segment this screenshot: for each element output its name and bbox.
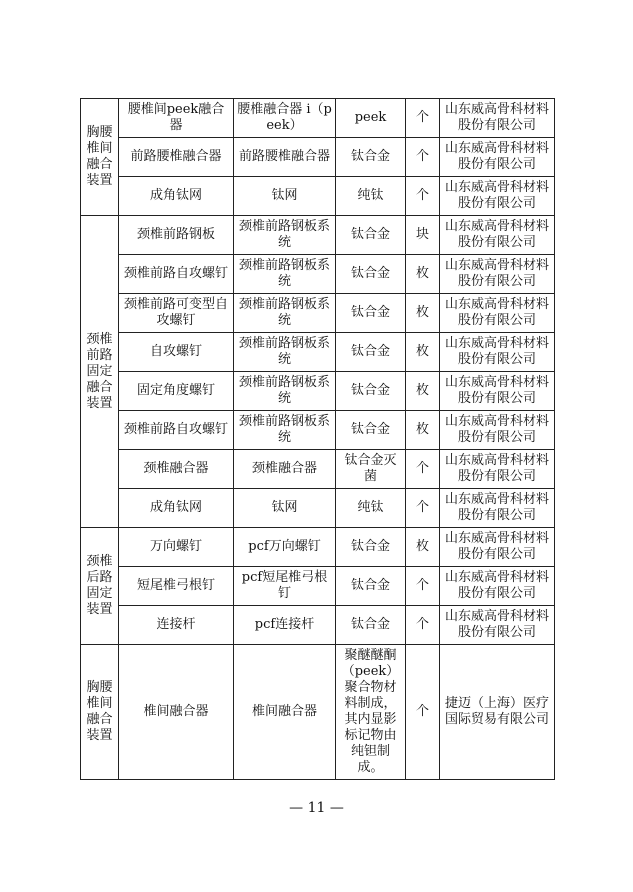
table-row	[81, 333, 555, 372]
material-cell: 钛合金	[336, 294, 406, 333]
product-table	[80, 98, 555, 780]
system-name-cell: pcf万向螺钉	[234, 528, 336, 567]
company-cell: 山东威高骨科材料股份有限公司	[440, 255, 555, 294]
company-cell: 捷迈（上海）医疗国际贸易有限公司	[440, 645, 555, 780]
company-cell: 山东威高骨科材料股份有限公司	[440, 372, 555, 411]
company-cell: 山东威高骨科材料股份有限公司	[440, 333, 555, 372]
unit-cell: 个	[406, 489, 440, 528]
system-name-cell: 颈椎前路钢板系统	[234, 216, 336, 255]
system-name-cell: 颈椎前路钢板系统	[234, 294, 336, 333]
unit-cell: 块	[406, 216, 440, 255]
product-name-cell: 自攻螺钉	[119, 333, 234, 372]
table-row	[81, 216, 555, 255]
system-name-cell: 钛网	[234, 489, 336, 528]
table-row	[81, 489, 555, 528]
unit-cell: 个	[406, 177, 440, 216]
table-row	[81, 372, 555, 411]
product-name-cell: 颈椎前路可变型自攻螺钉	[119, 294, 234, 333]
table-row	[81, 450, 555, 489]
system-name-cell: 钛网	[234, 177, 336, 216]
product-name-cell: 颈椎前路钢板	[119, 216, 234, 255]
table-row	[81, 528, 555, 567]
table-row	[81, 177, 555, 216]
product-name-cell: 固定角度螺钉	[119, 372, 234, 411]
material-cell: 钛合金	[336, 528, 406, 567]
system-name-cell: 颈椎前路钢板系统	[234, 411, 336, 450]
product-name-cell: 椎间融合器	[119, 645, 234, 780]
company-cell: 山东威高骨科材料股份有限公司	[440, 294, 555, 333]
material-cell: 钛合金	[336, 255, 406, 294]
material-cell: 纯钛	[336, 489, 406, 528]
material-cell: 钛合金	[336, 606, 406, 645]
material-cell: 钛合金	[336, 333, 406, 372]
company-cell: 山东威高骨科材料股份有限公司	[440, 606, 555, 645]
table-row	[81, 99, 555, 138]
company-cell: 山东威高骨科材料股份有限公司	[440, 489, 555, 528]
table-row	[81, 567, 555, 606]
product-name-cell: 前路腰椎融合器	[119, 138, 234, 177]
table-row	[81, 606, 555, 645]
company-cell: 山东威高骨科材料股份有限公司	[440, 138, 555, 177]
unit-cell: 个	[406, 645, 440, 780]
category-cell: 颈椎前路固定融合装置	[81, 216, 119, 528]
table-row	[81, 645, 555, 780]
product-name-cell: 成角钛网	[119, 489, 234, 528]
company-cell: 山东威高骨科材料股份有限公司	[440, 99, 555, 138]
unit-cell: 枚	[406, 294, 440, 333]
category-cell: 胸腰椎间融合装置	[81, 99, 119, 216]
unit-cell: 个	[406, 138, 440, 177]
product-name-cell: 万向螺钉	[119, 528, 234, 567]
system-name-cell: pcf连接杆	[234, 606, 336, 645]
system-name-cell: 椎间融合器	[234, 645, 336, 780]
system-name-cell: pcf短尾椎弓根钉	[234, 567, 336, 606]
system-name-cell: 前路腰椎融合器	[234, 138, 336, 177]
unit-cell: 枚	[406, 411, 440, 450]
company-cell: 山东威高骨科材料股份有限公司	[440, 450, 555, 489]
unit-cell: 枚	[406, 333, 440, 372]
material-cell: 钛合金	[336, 138, 406, 177]
material-cell: 钛合金	[336, 216, 406, 255]
material-cell: 钛合金	[336, 567, 406, 606]
system-name-cell: 颈椎前路钢板系统	[234, 372, 336, 411]
unit-cell: 枚	[406, 372, 440, 411]
product-name-cell: 连接杆	[119, 606, 234, 645]
product-name-cell: 短尾椎弓根钉	[119, 567, 234, 606]
unit-cell: 个	[406, 99, 440, 138]
page-number: — 11 —	[289, 800, 344, 816]
product-name-cell: 腰椎间peek融合器	[119, 99, 234, 138]
product-name-cell: 颈椎前路自攻螺钉	[119, 411, 234, 450]
system-name-cell: 腰椎融合器 i（peek）	[234, 99, 336, 138]
system-name-cell: 颈椎融合器	[234, 450, 336, 489]
material-cell: 纯钛	[336, 177, 406, 216]
category-cell: 颈椎后路固定装置	[81, 528, 119, 645]
material-cell: 聚醚醚酮（peek）聚合物材料制成，其内显影标记物由纯钽制成。	[336, 645, 406, 780]
table-body	[81, 99, 555, 780]
product-name-cell: 成角钛网	[119, 177, 234, 216]
product-name-cell: 颈椎前路自攻螺钉	[119, 255, 234, 294]
unit-cell: 个	[406, 606, 440, 645]
table-row	[81, 294, 555, 333]
company-cell: 山东威高骨科材料股份有限公司	[440, 177, 555, 216]
product-name-cell: 颈椎融合器	[119, 450, 234, 489]
unit-cell: 个	[406, 450, 440, 489]
company-cell: 山东威高骨科材料股份有限公司	[440, 528, 555, 567]
company-cell: 山东威高骨科材料股份有限公司	[440, 567, 555, 606]
unit-cell: 个	[406, 567, 440, 606]
material-cell: 钛合金	[336, 372, 406, 411]
material-cell: 钛合金灭菌	[336, 450, 406, 489]
category-cell: 胸腰椎间融合装置	[81, 645, 119, 780]
system-name-cell: 颈椎前路钢板系统	[234, 255, 336, 294]
unit-cell: 枚	[406, 528, 440, 567]
table-row	[81, 138, 555, 177]
material-cell: 钛合金	[336, 411, 406, 450]
company-cell: 山东威高骨科材料股份有限公司	[440, 411, 555, 450]
system-name-cell: 颈椎前路钢板系统	[234, 333, 336, 372]
company-cell: 山东威高骨科材料股份有限公司	[440, 216, 555, 255]
table-row	[81, 255, 555, 294]
table-row	[81, 411, 555, 450]
material-cell: peek	[336, 99, 406, 138]
unit-cell: 枚	[406, 255, 440, 294]
